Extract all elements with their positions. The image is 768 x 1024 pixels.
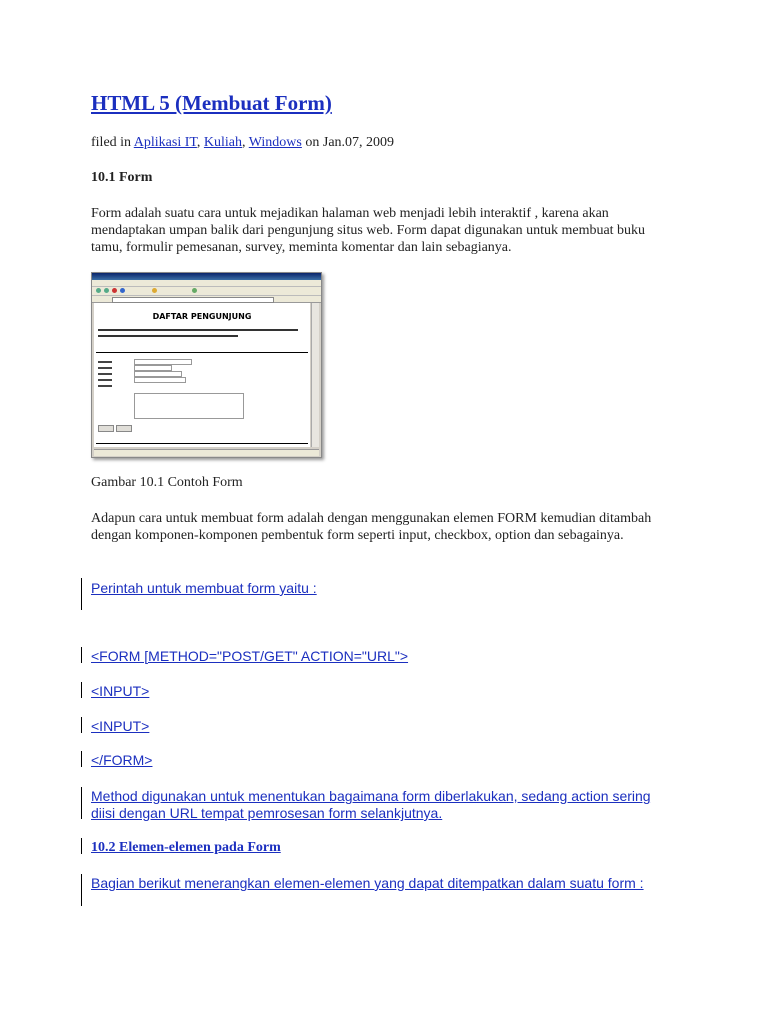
post-date: Jan.07, 2009 (322, 135, 395, 150)
link-method-note[interactable]: Method digunakan untuk menentukan bagaimana form diberlakukan, sedang action sering diisi dengan URL tempat pemrosesan form selankjutnya. (91, 788, 651, 821)
code-form-close-link[interactable]: </FORM> (91, 752, 153, 768)
margin-bar (81, 751, 82, 767)
page-title (91, 91, 332, 116)
code-line-form-open (91, 648, 408, 664)
section-heading-form: 10.1 Form (91, 170, 153, 185)
figure-heading: DAFTAR PENGUNJUNG (152, 312, 252, 321)
link-form-command-intro[interactable]: Perintah untuk membuat form yaitu : (91, 580, 317, 596)
figure-browser-titlebar (92, 273, 321, 280)
code-line-input-2 (91, 718, 149, 734)
margin-bar (81, 838, 82, 854)
form-screenshot-figure (91, 272, 322, 458)
figure-reset-button (116, 425, 132, 432)
link-section-elements-heading[interactable]: 10.2 Elemen-elemen pada Form (91, 840, 281, 855)
filed-prefix: filed in (91, 135, 134, 150)
figure-textarea (134, 393, 244, 419)
figure-page-body (94, 303, 310, 447)
paragraph-form-intro: Form adalah suatu cara untuk mejadikan halaman web menjadi lebih interaktif , karena akan mendaptakan umpan balik dari pengunjung situs web. Form dapat digunakan untuk membuat buku tamu, formulir pemesanan, survey, meminta komentar dan lain sebagianya. (91, 206, 646, 255)
margin-bar (81, 717, 82, 733)
margin-bar (81, 682, 82, 698)
figure-browser-toolbar (92, 287, 321, 296)
code-line-input-1 (91, 683, 149, 699)
category-link-kuliah[interactable]: Kuliah (203, 135, 243, 150)
code-form-open-link[interactable]: <FORM [METHOD="POST/GET" ACTION="URL"> (91, 648, 409, 664)
code-input-1-link[interactable]: <INPUT> (91, 683, 150, 699)
figure-caption: Gambar 10.1 Contoh Form (91, 475, 243, 490)
margin-bar (81, 647, 82, 663)
figure-browser-addressbar (92, 296, 321, 303)
code-input-2-link[interactable]: <INPUT> (91, 718, 150, 734)
margin-bar (81, 874, 82, 906)
figure-statusbar (94, 449, 319, 456)
post-meta: filed in Aplikasi IT, Kuliah, Windows on Jan.07, 2009 (91, 135, 395, 150)
link-section-elements-intro[interactable]: Bagian berikut menerangkan elemen-elemen yang dapat ditempatkan dalam suatu form : (91, 875, 644, 891)
category-link-windows[interactable]: Windows (248, 135, 302, 150)
paragraph-form-how: Adapun cara untuk membuat form adalah dengan menggunakan elemen FORM kemudian ditambah dengan komponen-komponen pembentuk form seperti input, checkbox, option dan sebagainya. (91, 511, 652, 543)
figure-submit-button (98, 425, 114, 432)
code-line-form-close (91, 752, 152, 768)
category-link-aplikasi-it[interactable]: Aplikasi IT (133, 135, 197, 150)
title-link[interactable]: HTML 5 (Membuat Form) (91, 91, 332, 115)
margin-bar (81, 787, 82, 819)
date-prefix: on (301, 135, 323, 150)
figure-browser-menubar (92, 280, 321, 287)
margin-bar (81, 578, 82, 610)
figure-scrollbar (311, 303, 319, 447)
